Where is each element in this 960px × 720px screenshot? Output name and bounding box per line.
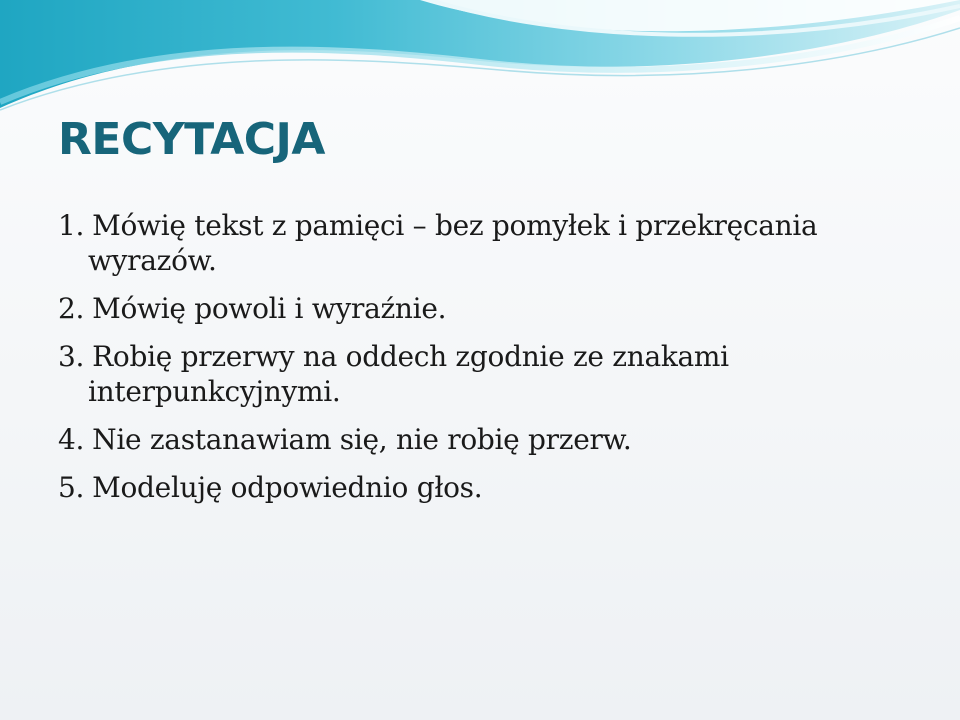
- list-item-text: Mówię powoli i wyraźnie.: [92, 292, 447, 325]
- list-item-text: Modeluję odpowiednio głos.: [92, 471, 483, 504]
- list-item: [58, 208, 918, 278]
- list-item-number: 5.: [58, 471, 85, 504]
- list-item-number: 2.: [58, 292, 85, 325]
- list-item: [58, 422, 918, 457]
- list-item: [58, 470, 918, 505]
- recitation-rules-list: [58, 208, 918, 518]
- slide-title: RECYTACJA: [58, 114, 325, 165]
- list-item-text: Nie zastanawiam się, nie robię przerw.: [92, 423, 632, 456]
- list-item: [58, 291, 918, 326]
- list-item-text: Robię przerwy na oddech zgodnie ze znakami interpunkcyjnymi.: [88, 340, 729, 408]
- list-item-number: 1.: [58, 209, 85, 242]
- list-item-text: Mówię tekst z pamięci – bez pomyłek i przekręcania wyrazów.: [88, 209, 818, 277]
- list-item-number: 4.: [58, 423, 85, 456]
- list-item: [58, 339, 918, 409]
- decorative-wave: [0, 0, 960, 120]
- list-item-number: 3.: [58, 340, 85, 373]
